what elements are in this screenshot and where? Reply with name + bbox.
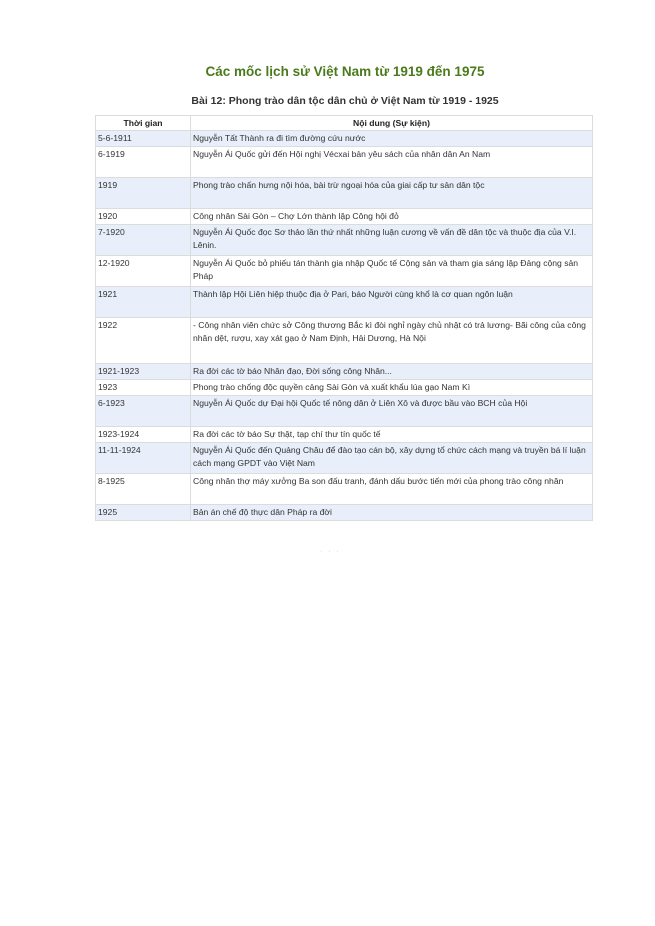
events-table xyxy=(95,115,593,521)
cell-content: Công nhân thợ máy xưởng Ba son đấu tranh, đánh dấu bước tiến mới của phong trào công nhân xyxy=(191,474,593,505)
cell-time: 1923 xyxy=(96,380,191,396)
cell-content: Bản án chế độ thực dân Pháp ra đời xyxy=(191,505,593,521)
cell-time: 6-1923 xyxy=(96,396,191,427)
cell-time: 1921-1923 xyxy=(96,364,191,380)
cell-time: 1920 xyxy=(96,209,191,225)
cell-content: - Công nhân viên chức sở Công thương Bắc kì đòi nghỉ ngày chủ nhật có trả lương- Bãi công của công nhân dệt, rượu, xay xát gạo ở Nam Định, Hải Dương, Hà Nội xyxy=(191,318,593,364)
table-row xyxy=(96,474,593,505)
cell-time: 1925 xyxy=(96,505,191,521)
cell-content: Ra đời các tờ báo Nhân đạo, Đời sống công Nhân... xyxy=(191,364,593,380)
column-header-time: Thời gian xyxy=(96,116,191,131)
cell-content: Công nhân Sài Gòn – Chợ Lớn thành lập Công hội đỏ xyxy=(191,209,593,225)
cell-time: 8-1925 xyxy=(96,474,191,505)
cell-content: Thành lập Hội Liên hiệp thuộc địa ở Pari, báo Người cùng khổ là cơ quan ngôn luận xyxy=(191,287,593,318)
cell-content: Phong trào chống độc quyền cảng Sài Gòn và xuất khẩu lúa gạo Nam Kì xyxy=(191,380,593,396)
table-row xyxy=(96,209,593,225)
cell-content: Nguyễn Ái Quốc đến Quảng Châu để đào tạo cán bộ, xây dựng tổ chức cách mạng và truyền bá lí luận cách mạng GPDT vào Việt Nam xyxy=(191,443,593,474)
cell-time: 1922 xyxy=(96,318,191,364)
table-row xyxy=(96,380,593,396)
table-row xyxy=(96,178,593,209)
cell-content: Phong trào chấn hưng nội hóa, bài trừ ngoại hóa của giai cấp tư sản dân tộc xyxy=(191,178,593,209)
cell-time: 6-1919 xyxy=(96,147,191,178)
table-row xyxy=(96,364,593,380)
cell-time: 1923-1924 xyxy=(96,427,191,443)
cell-time: 11-11-1924 xyxy=(96,443,191,474)
cell-content: Nguyễn Ái Quốc gửi đến Hội nghị Vécxai bản yêu sách của nhân dân An Nam xyxy=(191,147,593,178)
table-row xyxy=(96,147,593,178)
table-row xyxy=(96,131,593,147)
page-footer-mark: · · · xyxy=(320,548,341,555)
cell-content: Nguyễn Ái Quốc dự Đại hội Quốc tế nông dân ở Liên Xô và được bầu vào BCH của Hội xyxy=(191,396,593,427)
cell-time: 12-1920 xyxy=(96,256,191,287)
cell-time: 1919 xyxy=(96,178,191,209)
table-row xyxy=(96,318,593,364)
cell-time: 1921 xyxy=(96,287,191,318)
table-row xyxy=(96,287,593,318)
section-subtitle: Bài 12: Phong trào dân tộc dân chủ ở Việt Nam từ 1919 - 1925 xyxy=(191,95,499,107)
table-header-row xyxy=(96,116,593,131)
table-row xyxy=(96,225,593,256)
table-row xyxy=(96,443,593,474)
cell-content: Nguyễn Ái Quốc đọc Sơ thảo lần thứ nhất những luận cương về vấn đề dân tộc và thuộc địa của V.I. Lênin. xyxy=(191,225,593,256)
table-row xyxy=(96,427,593,443)
table-row xyxy=(96,505,593,521)
cell-content: Ra đời các tờ báo Sự thật, tạp chí thư tín quốc tế xyxy=(191,427,593,443)
cell-time: 5-6-1911 xyxy=(96,131,191,147)
cell-time: 7-1920 xyxy=(96,225,191,256)
cell-content: Nguyễn Ái Quốc bỏ phiếu tán thành gia nhập Quốc tế Cộng sản và tham gia sáng lập Đảng cộng sản Pháp xyxy=(191,256,593,287)
column-header-content: Nội dung (Sự kiện) xyxy=(191,116,593,131)
table-row xyxy=(96,396,593,427)
table-row xyxy=(96,256,593,287)
page-title: Các mốc lịch sử Việt Nam từ 1919 đến 1975 xyxy=(205,64,485,79)
cell-content: Nguyễn Tất Thành ra đi tìm đường cứu nước xyxy=(191,131,593,147)
